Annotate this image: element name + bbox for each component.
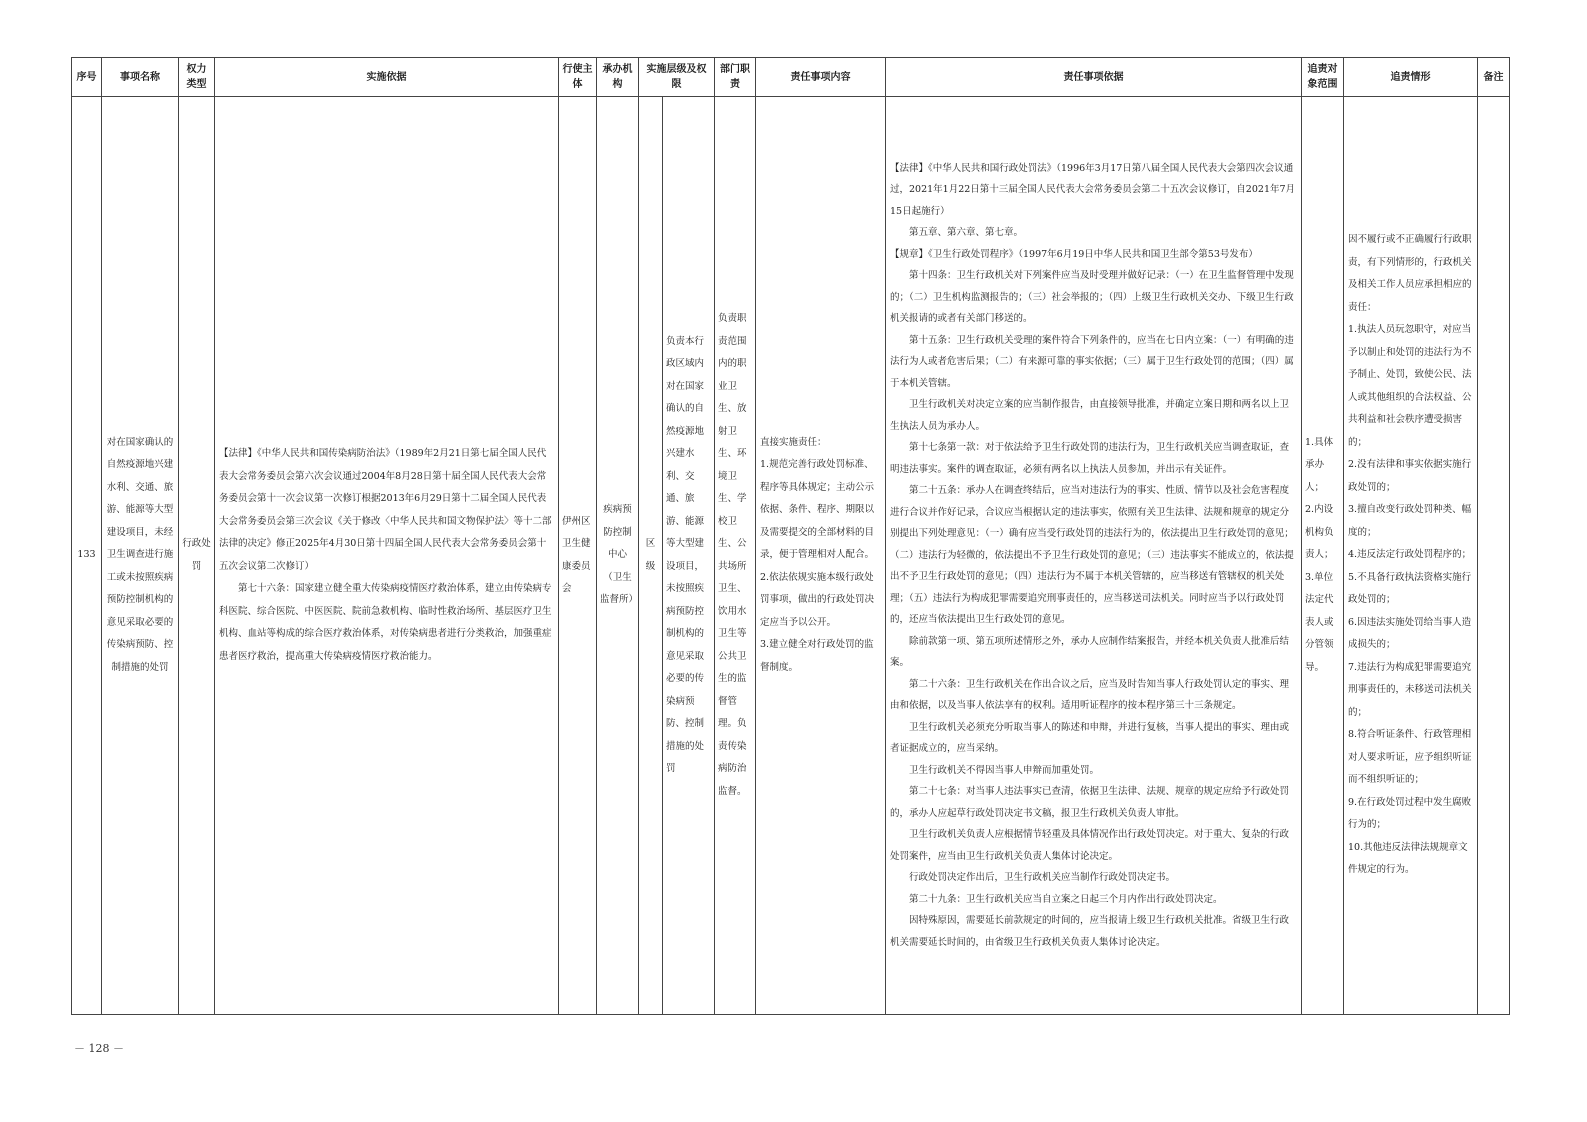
cell-item-name: 对在国家确认的自然疫源地兴建水利、交通、旅游、能源等大型建设项目，未经卫生调查进行施工或未按照疾病预防控制机构的意见采取必要的传染病预防、控制措施的处罚: [102, 97, 179, 1015]
case-item: 10.其他违反法律法规规章文件规定的行为。: [1348, 841, 1468, 876]
case-item: 8.符合听证条件、行政管理相对人要求听证，应予组织听证而不组织听证的；: [1348, 729, 1472, 786]
cell-resp-content: [756, 97, 886, 1015]
header-remarks: 备注: [1478, 58, 1510, 97]
cell-level: 区级: [639, 97, 663, 1015]
header-seq: 序号: [72, 58, 102, 97]
cell-level-authority: 负责本行政区域内对在国家确认的自然疫源地兴建水利、交通、旅游、能源等大型建设项目，未按照疾病预防控制机构的意见采取必要的传染病预防、控制措施的处罚: [663, 97, 715, 1015]
page-number: － 128 －: [74, 1042, 124, 1055]
case-item: 因不履行或不正确履行行政职责，有下列情形的，行政机关及相关工作人员应承担相应的责任：: [1348, 234, 1472, 313]
case-item: 7.违法行为构成犯罪需要追究刑事责任的，未移送司法机关的；: [1348, 661, 1472, 718]
cell-resp-basis: [886, 97, 1302, 1015]
resp-basis-para: 第二十九条：卫生行政机关应当自立案之日起三个月内作出行政处罚决定。: [909, 893, 1223, 905]
resp-basis-para: 第十五条：卫生行政机关受理的案件符合下列条件的，应当在七日内立案：（一）有明确的违法行为人或者危害后果；（二）有来源可靠的事实依据；（三）属于卫生行政处罚的范围；（四）属于本机关管辖。: [890, 334, 1294, 389]
case-item: 9.在行政处罚过程中发生腐败行为的；: [1348, 796, 1472, 831]
resp-basis-para: 第二十六条：卫生行政机关在作出合议之后，应当及时告知当事人行政处罚认定的事实、理由和依据，以及当事人依法享有的权利。适用听证程序的按本程序第三十三条规定。: [890, 678, 1290, 712]
resp-content-item: 直接实施责任：: [760, 436, 827, 448]
resp-content-item: 2.依法依规实施本级行政处罚事项，做出的行政处罚决定应当予以公开。: [760, 571, 875, 628]
header-dept-duty: 部门职责: [715, 58, 756, 97]
resp-basis-para: 【法律】《中华人民共和国行政处罚法》（1996年3月17日第八届全国人民代表大会第四次会议通过，2021年1月22日第十三届全国人民代表大会常务委员会第二十五次会议修订，自2021年7月15日起施行）: [890, 162, 1296, 217]
resp-content-item: 1.规范完善行政处罚标准、程序等具体规定；主动公示依据、条件、程序、期限以及需要提交的全部材料的目录，便于管理相对人配合。: [760, 459, 875, 561]
responsibility-table-container: [71, 57, 1509, 1015]
resp-basis-para: 第二十五条：承办人在调查终结后，应当对违法行为的事实、性质、情节以及社会危害程度进行合议并作好记录，合议应当根据认定的违法事实，依照有关卫生法律、法规和规章的规定分别提出下列处理意见：（一）确有应当受行政处罚的违法行为的，依法提出卫生行政处罚的意见；（二）违法行为轻微的，依法提出不予卫生行政处罚的意见；（三）违法事实不能成立的，依法提出不予卫生行政处罚的意见；（四）违法行为不属于本机关管辖的，应当移送有管辖权的机关处理；（五）违法行为构成犯罪需要追究刑事责任的，应当移送司法机关。同时应当予以行政处罚的，还应当依法提出卫生行政处罚的意见。: [890, 485, 1294, 626]
case-item: 2.没有法律和事实依据实施行政处罚的；: [1348, 459, 1472, 493]
resp-basis-para: 第二十七条：对当事人违法事实已查清，依据卫生法律、法规、规章的规定应给予行政处罚的，承办人应起草行政处罚决定书文稿，报卫生行政机关负责人审批。: [890, 786, 1290, 819]
scope-item: 3.单位法定代表人或分管领导。: [1305, 571, 1334, 673]
resp-basis-para: 第五章、第六章、第七章。: [909, 227, 1024, 239]
basis-law-title: 【法律】《中华人民共和国传染病防治法》（1989年2月21日第七届全国人民代表大会常务委员会第六次会议通过2004年8月28日第十届全国人民代表大会常务委员会第十一次会议第一次修订根据2013年6月29日第十二届全国人民代表大会常务委员会第三次会议《关于修改〈中华人民共和国文物保护法〉等十二部法律的决定》修正2025年4月30日第十四届全国人民代表大会常务委员会第十五次会议第二次修订）: [219, 448, 552, 572]
table-header-row: [72, 58, 1510, 97]
case-item: 5.不具备行政执法资格实施行政处罚的；: [1348, 571, 1472, 606]
responsibility-table: [71, 57, 1510, 1015]
cell-agency: 疾病预防控制中心（卫生监督所）: [597, 97, 639, 1015]
header-subject: 行使主体: [559, 58, 597, 97]
cell-power-type: 行政处罚: [179, 97, 215, 1015]
resp-basis-para: 卫生行政机关对决定立案的应当制作报告，由直接领导批准，并确定立案日期和两名以上卫生执法人员为承办人。: [890, 399, 1290, 432]
resp-basis-para: 因特殊原因，需要延长前款规定的时间的，应当报请上级卫生行政机关批准。省级卫生行政机关需要延长时间的，由省级卫生行政机关负责人集体讨论决定。: [890, 915, 1290, 948]
cell-accountability-cases: [1344, 97, 1478, 1015]
scope-item: 2.内设机构负责人；: [1305, 504, 1334, 561]
header-basis: 实施依据: [215, 58, 559, 97]
resp-basis-para: 行政处罚决定作出后，卫生行政机关应当制作行政处罚决定书。: [909, 872, 1176, 884]
case-item: 1.执法人员玩忽职守，对应当予以制止和处罚的违法行为不予制止、处罚，致使公民、法人或其他组织的合法权益、公共利益和社会秩序遭受损害的；: [1348, 324, 1472, 448]
header-power-type: 权力类型: [179, 58, 215, 97]
resp-basis-para: 第十四条：卫生行政机关对下列案件应当及时受理并做好记录：（一）在卫生监督管理中发现的；（二）卫生机构监测报告的；（三）社会举报的；（四）上级卫生行政机关交办、下级卫生行政机关报请的或者有关部门移送的。: [890, 270, 1294, 325]
header-accountability-scope: 追责对象范围: [1302, 58, 1344, 97]
resp-basis-para: 卫生行政机关不得因当事人申辩而加重处罚。: [909, 764, 1100, 776]
cell-dept-duty: 负责职责范围内的职业卫生、放射卫生、环境卫生、学校卫生、公共场所卫生、饮用水卫生等公共卫生的监督管理。负责传染病防治监督。: [715, 97, 756, 1015]
resp-basis-para: 第十七条第一款：对于依法给予卫生行政处罚的违法行为，卫生行政机关应当调查取证，查明违法事实。案件的调查取证，必须有两名以上执法人员参加，并出示有关证件。: [890, 442, 1290, 475]
cell-remarks: [1478, 97, 1510, 1015]
basis-article: 第七十六条：国家建立健全重大传染病疫情医疗救治体系，建立由传染病专科医院、综合医院、中医医院、院前急救机构、临时性救治场所、基层医疗卫生机构、血站等构成的综合医疗救治体系，对传染病患者进行分类救治，加强重症患者医疗救治，提高重大传染病疫情医疗救治能力。: [219, 583, 552, 662]
case-item: 6.因违法实施处罚给当事人造成损失的；: [1348, 616, 1472, 651]
header-resp-content: 责任事项内容: [756, 58, 886, 97]
table-row: [72, 97, 1510, 1015]
cell-seq: 133: [72, 97, 102, 1015]
cell-subject: 伊州区卫生健康委员会: [559, 97, 597, 1015]
header-resp-basis: 责任事项依据: [886, 58, 1302, 97]
header-accountability-cases: 追责情形: [1344, 58, 1478, 97]
cell-accountability-scope: [1302, 97, 1344, 1015]
cell-basis: [215, 97, 559, 1015]
scope-item: 1.具体承办人；: [1305, 436, 1334, 493]
case-item: 4.违反法定行政处罚程序的；: [1348, 549, 1472, 561]
resp-basis-para: 【规章】《卫生行政处罚程序》（1997年6月19日中华人民共和国卫生部令第53号发布）: [890, 248, 1258, 260]
resp-basis-para: 卫生行政机关必须充分听取当事人的陈述和申辩，并进行复核，当事人提出的事实、理由或者证据成立的，应当采纳。: [890, 721, 1290, 755]
resp-basis-para: 卫生行政机关负责人应根据情节轻重及具体情况作出行政处罚决定。对于重大、复杂的行政处罚案件，应当由卫生行政机关负责人集体讨论决定。: [890, 829, 1290, 862]
resp-content-item: 3.建立健全对行政处罚的监督制度。: [760, 639, 874, 673]
header-item-name: 事项名称: [102, 58, 179, 97]
case-item: 3.擅自改变行政处罚种类、幅度的；: [1348, 504, 1472, 538]
header-agency: 承办机构: [597, 58, 639, 97]
header-level: 实施层级及权限: [639, 58, 715, 97]
resp-basis-para: 除前款第一项、第五项所述情形之外，承办人应制作结案报告，并经本机关负责人批准后结案。: [890, 635, 1290, 669]
